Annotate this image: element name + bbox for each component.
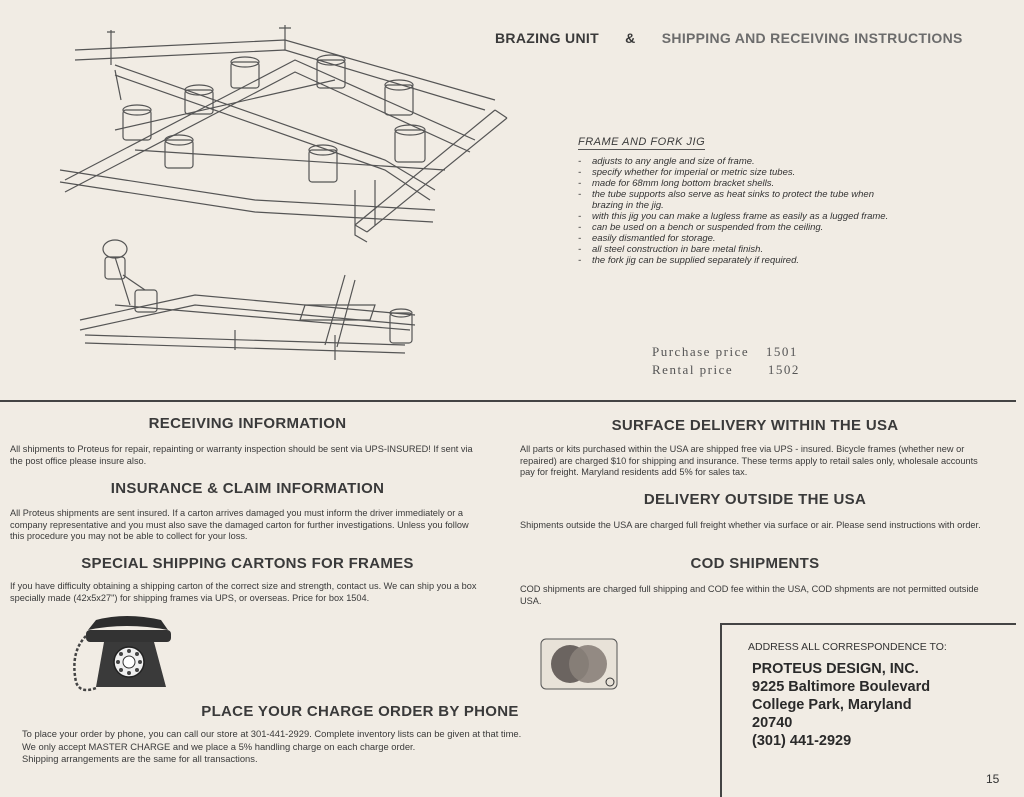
jig-feature: - the tube supports also serve as heat sinks to protect the tube when brazing in the jig. <box>578 189 898 211</box>
insurance-heading: INSURANCE & CLAIM INFORMATION <box>110 480 385 497</box>
jig-feature: - with this jig you can make a lugless frame as easily as a lugged frame. <box>578 211 898 222</box>
surface-text: All parts or kits purchased within the USA are shipped free via UPS - insured. Bicycle frames (whether new or repaired) are charged $10 for shipping and insurance. These terms apply to retail sales only, wholesale accounts pay for freight. Maryland residents add 5% for sales tax. <box>520 444 978 477</box>
cod-heading: COD SHIPMENTS <box>690 555 820 572</box>
phone-line: Shipping arrangements are the same for all transactions. <box>22 753 258 764</box>
address-phone: (301) 441-2929 <box>752 733 852 749</box>
outside-heading: DELIVERY OUTSIDE THE USA <box>643 491 867 508</box>
fork-jig-illustration <box>75 235 425 370</box>
address-box-top <box>720 623 1016 625</box>
address-label: ADDRESS ALL CORRESPONDENCE TO: <box>748 641 947 653</box>
phone-heading: PLACE YOUR CHARGE ORDER BY PHONE <box>201 703 519 720</box>
jig-feature: - adjusts to any angle and size of frame. <box>578 156 898 167</box>
page-header <box>495 30 963 46</box>
telephone-icon <box>66 612 186 697</box>
cartons-heading: SPECIAL SHIPPING CARTONS FOR FRAMES <box>81 555 414 572</box>
address-block <box>752 660 930 750</box>
frame-jig-illustration <box>55 20 510 250</box>
receiving-text: All shipments to Proteus for repair, repainting or warranty inspection should be sent via UPS-INSURED! If sent via the post office please insure also. <box>10 444 473 466</box>
phone-line: To place your order by phone, you can call our store at 301-441-2929. Complete inventory lists can be given at that time. <box>22 728 522 739</box>
cod-text: COD shipments are charged full shipping and COD fee within the USA, COD shpments are not permitted outside USA. <box>520 584 979 606</box>
jig-title: FRAME AND FORK JIG <box>578 136 706 148</box>
address-zip: 20740 <box>752 715 793 731</box>
rental-value: 1502 <box>767 362 800 377</box>
page-number: 15 <box>986 772 1000 786</box>
cartons-text: If you have difficulty obtaining a shipping carton of the correct size and strength, contact us. We can ship you a box specially made (42x5x27") for shipping frames via UPS, or overseas. Price for box 1504. <box>10 581 477 603</box>
jig-feature: - easily dismantled for storage. <box>578 233 898 244</box>
master-charge-card-icon <box>540 638 618 690</box>
header-brazing: BRAZING UNIT <box>495 30 599 46</box>
address-box-left <box>720 623 722 797</box>
section-divider <box>0 400 1016 402</box>
address-street: 9225 Baltimore Boulevard <box>752 679 931 695</box>
insurance-text: All Proteus shipments are sent insured. If a carton arrives damaged you must inform the driver immediately or a company representative and you must also save the damaged carton for further investigations. Unless you follow this procedure you may not be able to collect for your loss. <box>10 508 469 541</box>
jig-feature: - specify whether for imperial or metric size tubes. <box>578 167 898 178</box>
header-ampersand: & <box>625 30 636 46</box>
surface-heading: SURFACE DELIVERY WITHIN THE USA <box>611 417 899 434</box>
outside-text: Shipments outside the USA are charged full freight whether via surface or air. Please send instructions with order. <box>520 520 981 530</box>
address-company: PROTEUS DESIGN, INC. <box>752 661 919 677</box>
jig-feature: - can be used on a bench or suspended from the ceiling. <box>578 222 898 233</box>
jig-feature: - made for 68mm long bottom bracket shells. <box>578 178 898 189</box>
jig-feature-list <box>578 156 898 266</box>
jig-feature: - all steel construction in bare metal finish. <box>578 244 898 255</box>
address-city: College Park, Maryland <box>752 697 912 713</box>
rental-price <box>652 362 800 378</box>
phone-line: We only accept MASTER CHARGE and we place a 5% handling charge on each charge order. <box>22 740 416 752</box>
purchase-label: Purchase price <box>652 344 750 359</box>
receiving-heading: RECEIVING INFORMATION <box>148 415 347 432</box>
rental-label: Rental price <box>652 362 734 377</box>
purchase-value: 1501 <box>765 344 798 359</box>
purchase-price <box>652 344 798 360</box>
phone-text <box>22 728 702 766</box>
header-shipping: SHIPPING AND RECEIVING INSTRUCTIONS <box>661 30 963 46</box>
jig-feature: - the fork jig can be supplied separately if required. <box>578 255 898 266</box>
